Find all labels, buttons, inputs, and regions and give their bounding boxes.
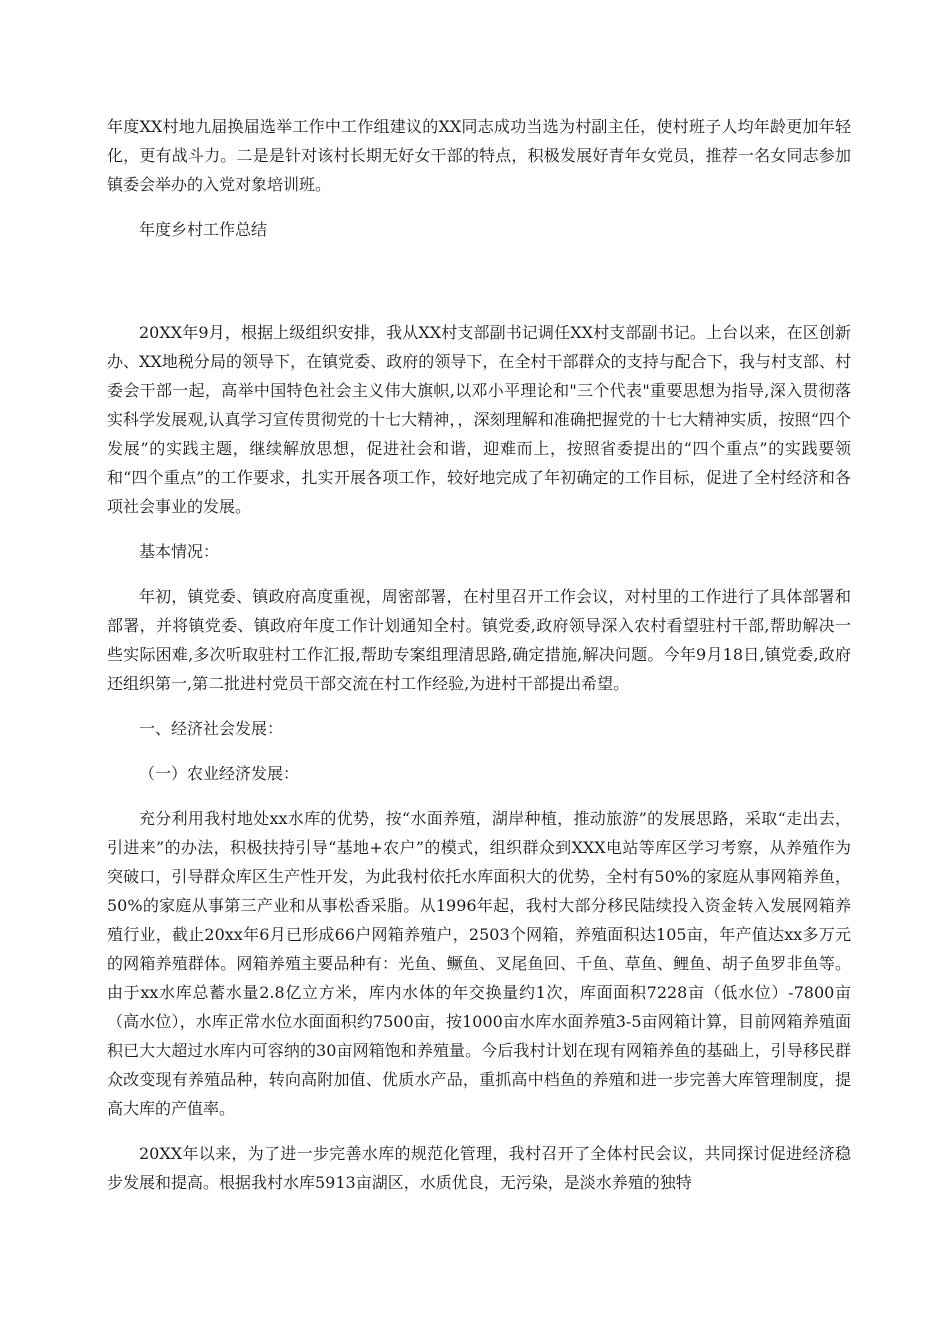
paragraph-basic-situation: 年初，镇党委、镇政府高度重视，周密部署，在村里召开工作会议，对村里的工作进行了具体部署和部署，并将镇党委、镇政府年度工作计划通知全村。镇党委,政府领导深入农村看望驻村干部,帮助解决一些实际困难,多次听取驻村工作汇报,帮助专案组理清思路,确定措施,解决问题。今年9月18日,镇党委,政府还组织第一,第二批进村党员干部交流在村工作经验,为进村干部提出希望。 xyxy=(107,587,851,693)
paragraph-agriculture: 充分利用我村地处xx水库的优势，按“水面养殖，湖岸种植，推动旅游”的发展思路，采取“走出去，引进来”的办法，积极扶持引导“基地+农户”的模式，组织群众到XXX电站等库区学习考察，从养殖作为突破口，引导群众库区生产性开发，为此我村依托水库面积大的优势，全村有50%的家庭从事网箱养鱼，50%的家庭从事第三产业和从事松香采脂。从1996年起，我村大部分移民陆续投入资金转入发展网箱养殖行业，截止20xx年6月已形成66户网箱养殖户，2503个网箱，养殖面积达105亩，年产值达xx多万元的网箱养殖群体。网箱养殖主要品种有：光鱼、鳜鱼、叉尾鱼回、千鱼、草鱼、鲤鱼、胡子鱼罗非鱼等。由于xx水库总蓄水量2.8亿立方米，库内水体的年交换量约1次，库面面积7228亩（低水位）-7800亩（高水位），水库正常水位水面面积约7500亩，按1000亩水库水面养殖3-5亩网箱计算，目前网箱养殖面积已大大超过水库内可容纳的30亩网箱饱和养殖量。今后我村计划在现有网箱养鱼的基础上，引导移民群众改变现有养殖品种，转向高附加值、优质水产品，重抓高中档鱼的养殖和进一步完善大库管理制度，提高大库的产值率。 xyxy=(107,809,851,1118)
heading-economic-development: 一、经济社会发展： xyxy=(139,719,284,738)
paragraph-intro: 20XX年9月，根据上级组织安排，我从XX村支部副书记调任XX村支部副书记。上台以来，在区创新办、XX地税分局的领导下，在镇党委、政府的领导下，在全村干部群众的支持与配合下，我与村支部、村委会干部一起，高举中国特色社会主义伟大旗帜,以邓小平理论和"三个代表"重要思想为指导,深入贯彻落实科学发展观,认真学习宣传贯彻党的十七大精神，，深刻理解和准确把握党的十七大精神实质，按照“四个发展”的实践主题，继续解放思想，促进社会和谐，迎难而上，按照省委提出的“四个重点”的实践要领和“四个重点”的工作要求，扎实开展各项工作，较好地完成了年初确定的工作目标，促进了全村经济和各项社会事业的发展。 xyxy=(107,323,851,516)
paragraph-reservoir-management: 20XX年以来，为了进一步完善水库的规范化管理，我村召开了全体村民会议，共同探讨促进经济稳步发展和提高。根据我村水库5913亩湖区，水质优良，无污染，是淡水养殖的独特 xyxy=(107,1144,851,1192)
document-page xyxy=(107,112,851,1197)
paragraph-continuation: 年度XX村地九届换届选举工作中工作组建议的XX同志成功当选为村副主任，使村班子人均年龄更加年轻化，更有战斗力。二是是针对该村长期无好女干部的特点，积极发展好青年女党员，推荐一名女同志参加镇委会举办的入党对象培训班。 xyxy=(107,117,851,194)
heading-basic-situation: 基本情况： xyxy=(139,542,220,561)
section-title: 年度乡村工作总结 xyxy=(139,220,268,239)
heading-agriculture: （一）农业经济发展： xyxy=(139,764,300,783)
